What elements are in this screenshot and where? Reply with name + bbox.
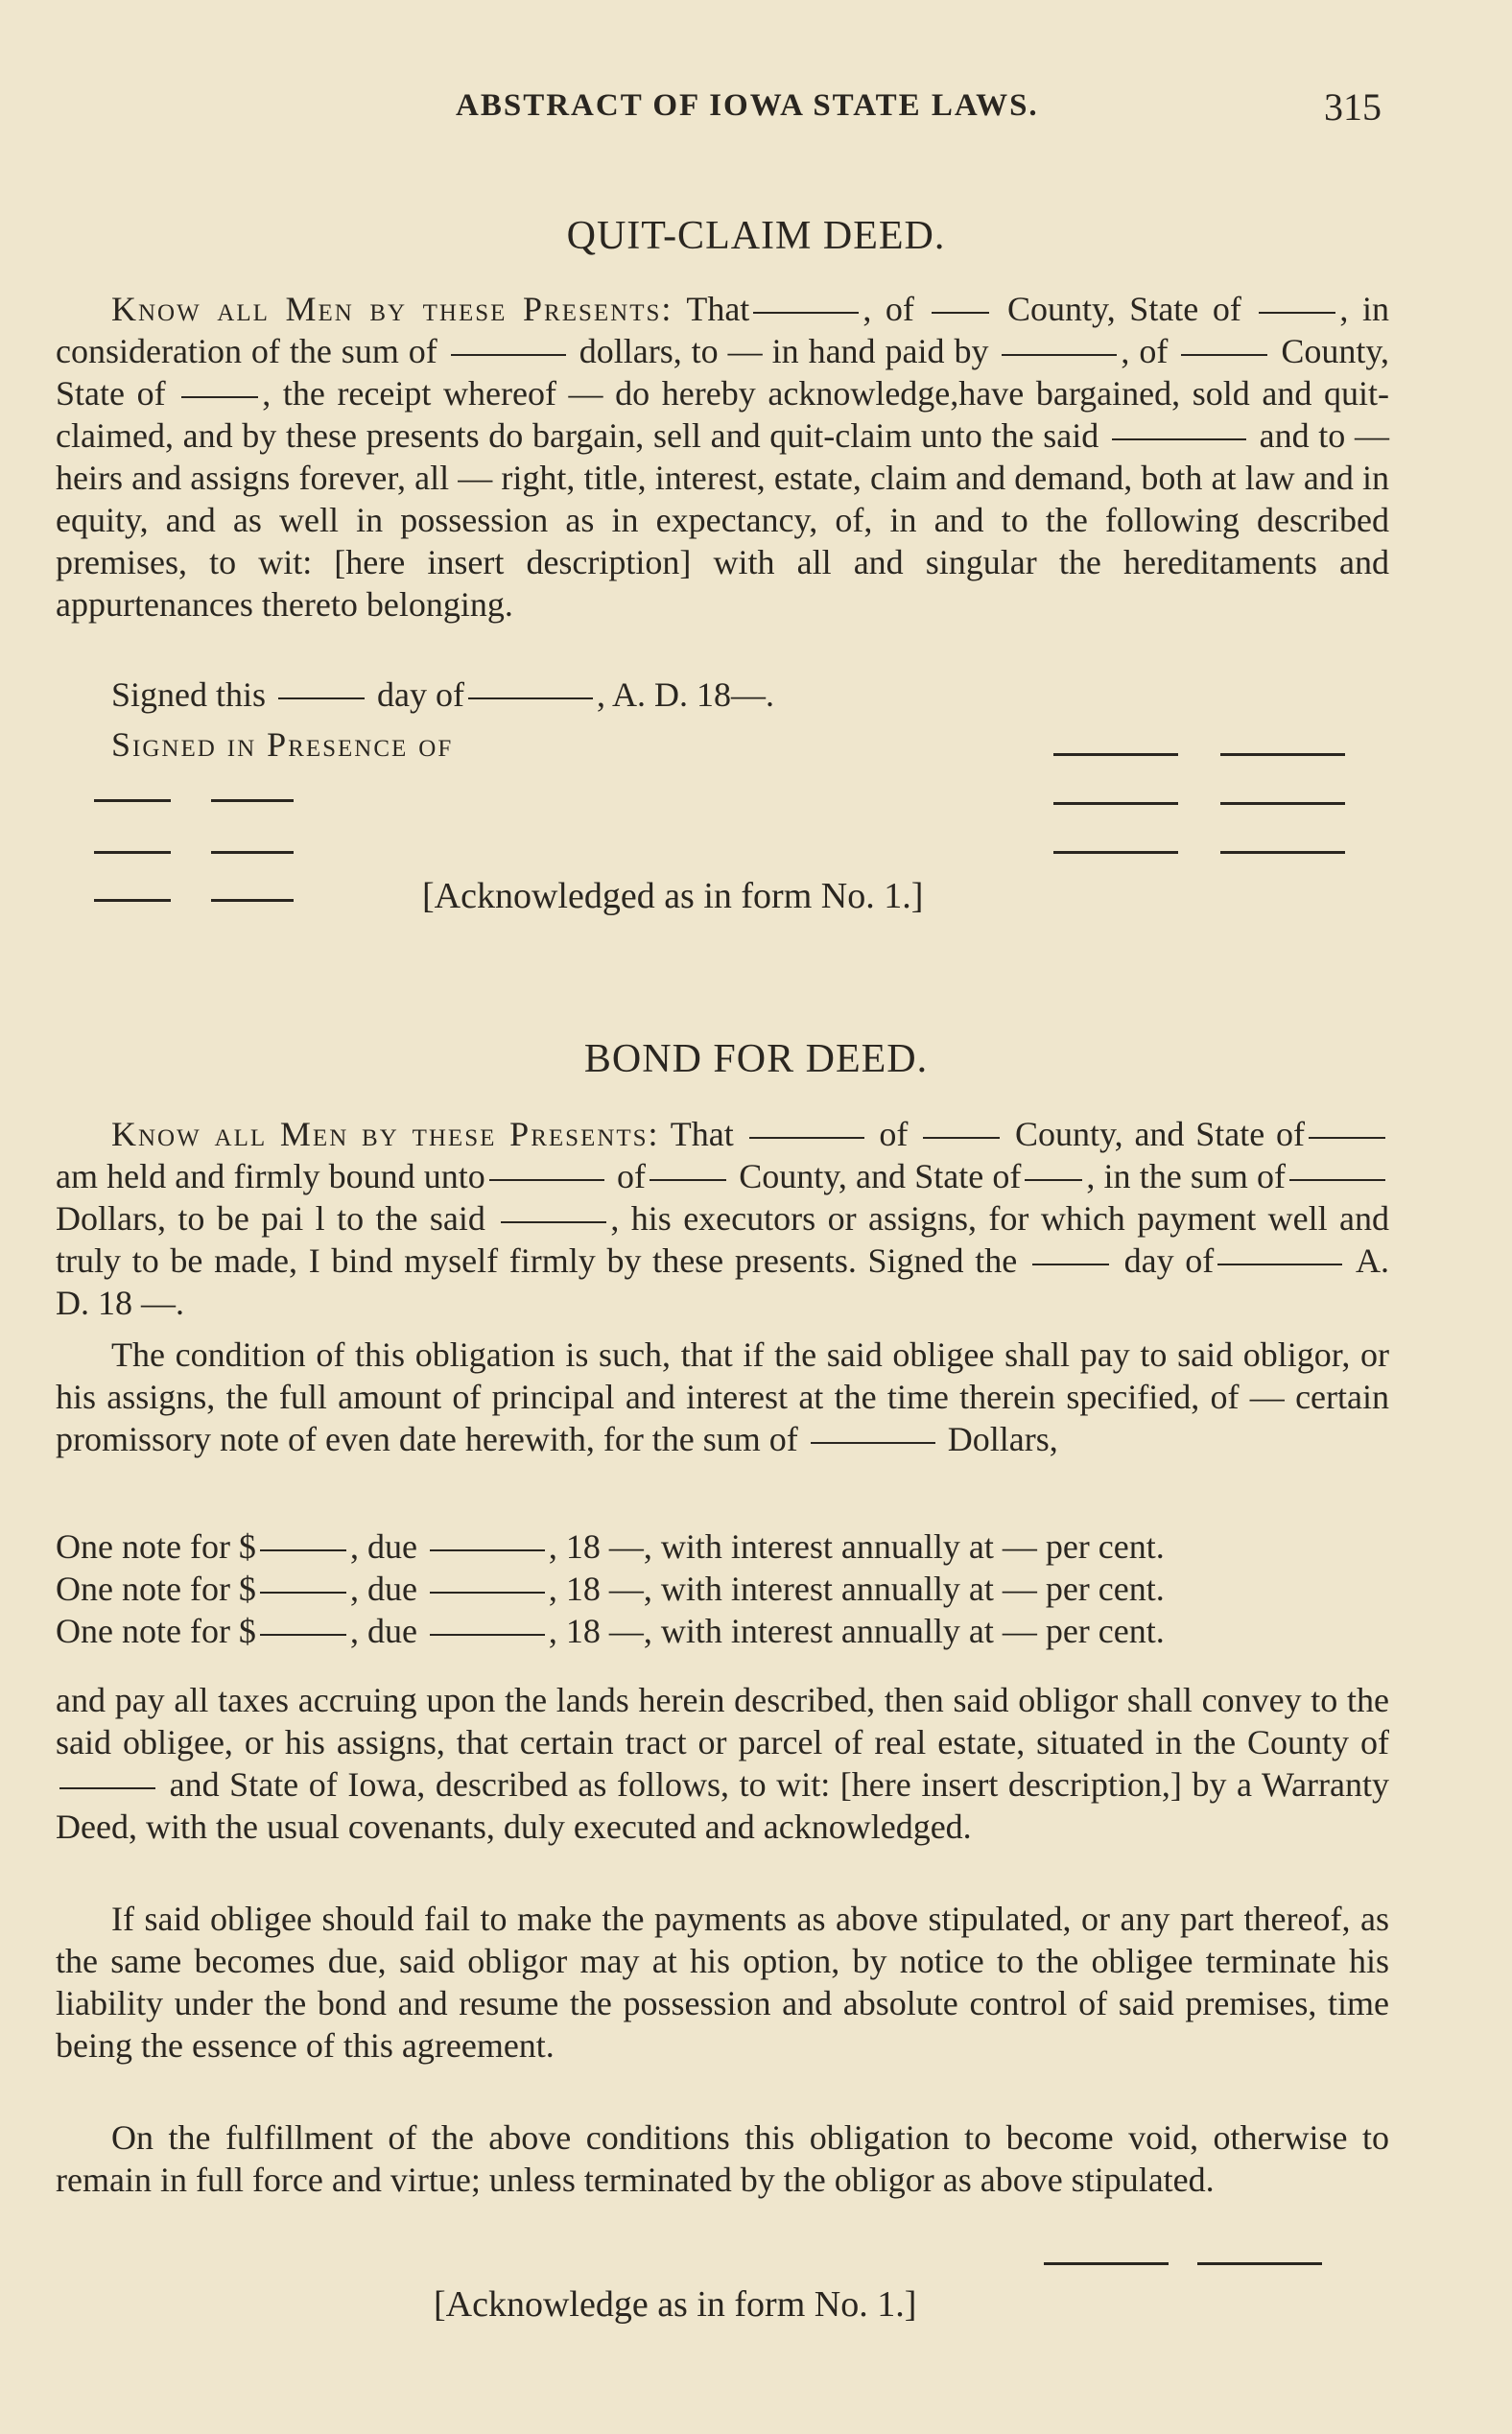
witness-line [211,799,294,802]
text: County, and State of [1014,1115,1306,1153]
page-number: 315 [1324,85,1382,129]
note-row [56,1568,1389,1610]
blank-line [468,697,593,699]
text: and pay all taxes accruing upon the lands herein described, then said obligor shall convey to the said obligee, or his assigns, that certain tract or parcel of real estate, situated in the County of [56,1681,1389,1761]
signature-line [1220,851,1345,854]
blank-line [451,354,566,356]
blank-line [430,1634,545,1636]
text: , in the sum of [1086,1157,1287,1195]
witness-line [94,799,171,802]
bond-body-3 [56,1679,1389,1848]
quitclaim-body [56,288,1389,626]
quitclaim-heading: QUIT-CLAIM DEED. [566,214,946,258]
blank-line [749,1137,864,1139]
blank-line [1289,1179,1385,1181]
text: That [686,290,750,328]
quitclaim-signed [56,673,1389,716]
blank-line [1002,354,1117,356]
signature-line [1053,851,1178,854]
signature-line [1053,802,1178,805]
text: and State of Iowa, described as follows, to wit: [here insert description,] by a Warranty Deed, with the usual covenants, duly executed and acknowledged. [56,1765,1390,1846]
text: , 18 —, with interest annually at — per cent. [548,1612,1165,1650]
text: dollars, to — in hand paid by [579,332,989,370]
text: , in consideration of the sum of [56,290,1389,370]
signature-line [1220,802,1345,805]
text: , of [862,290,914,328]
text: , due [349,1527,417,1566]
bond-body-1 [56,1113,1389,1324]
blank-line [260,1634,346,1636]
blank-line [430,1592,545,1594]
blank-line [260,1592,346,1594]
witness-line [94,851,171,854]
blank-line [260,1549,346,1551]
text: Dollars, to be pai l to the said [56,1199,485,1238]
text: , his executors or assigns, for which payment well and truly to be made, I bind myself firmly by these presents. Signed the [56,1199,1390,1280]
text: , A. D. 18—. [596,675,774,714]
bond-ack: [Acknowledge as in form No. 1.] [434,2284,917,2325]
signature-line [1197,2262,1322,2265]
text: County, and State of [739,1157,1022,1195]
quitclaim-ack: [Acknowledged as in form No. 1.] [422,876,924,916]
bond-body-2 [56,1334,1389,1460]
text: , due [349,1570,417,1608]
text: One note for $ [56,1527,256,1566]
text: day of [1123,1241,1215,1280]
text: A. D. 18 —. [56,1241,1390,1322]
quitclaim-lead: Know all Men by these Presents: [111,290,673,328]
signature-line [1220,753,1345,756]
blank-line [811,1442,935,1444]
blank-line [650,1179,726,1181]
running-header [0,83,1512,130]
text: of [879,1115,909,1153]
signed-in-presence: Signed in Presence of [111,725,454,764]
blank-line [1309,1137,1385,1139]
text: , the receipt whereof — do hereby acknowledge,have bargained, sold and quit-claimed, and by these presents do bargain, sell and quit-claim unto the said [56,374,1389,455]
blank-line [59,1787,155,1789]
witness-line [94,899,171,902]
text: County, State of [1007,290,1241,328]
witness-line [211,899,294,902]
note-row [56,1610,1389,1652]
text: Dollars, [947,1420,1058,1458]
blank-line [181,396,258,398]
signature-line [1044,2262,1169,2265]
blank-line [1025,1179,1082,1181]
text: , 18 —, with interest annually at — per cent. [548,1570,1165,1608]
text: One note for $ [56,1570,256,1608]
text: am held and firmly bound unto [56,1157,485,1195]
text: of [617,1157,646,1195]
text: day of [377,675,464,714]
text: and to — heirs and assigns forever, all — right, title, interest, estate, claim and demand, both at law and in equity, and as well in possession as in expectancy, of, in and to the following described premises, to wit: [here insert description] with all and singular the hereditaments and appurtenances thereto belonging. [56,416,1389,624]
blank-line [489,1179,604,1181]
blank-line [278,697,365,699]
text: , 18 —, with interest annually at — per cent. [548,1527,1165,1566]
blank-line [1259,312,1335,314]
blank-line [932,312,989,314]
blank-line [1217,1264,1342,1265]
blank-line [923,1137,1000,1139]
blank-line [1112,438,1246,440]
bond-heading: BOND FOR DEED. [583,1037,929,1081]
text: , due [349,1612,417,1650]
blank-line [753,312,859,314]
text: The condition of this obligation is such, that if the said obligee shall pay to said obligor, or his assigns, the full amount of principal and interest at the time therein specified, of — certain promissory note of even date herewith, for the sum of [56,1335,1389,1458]
bond-body-4: If said obligee should fail to make the payments as above stipulated, or any part thereof, as the same becomes due, said obligor may at his option, by notice to the obligee terminate his liability under the bond and resume the possession and absolute control of said premises, time being the essence of this agreement. [56,1900,1389,2065]
text: One note for $ [56,1612,256,1650]
bond-lead: Know all Men by these Presents: [111,1115,660,1153]
witness-line [211,851,294,854]
header-title: ABSTRACT OF IOWA STATE LAWS. [456,88,1039,123]
blank-line [430,1549,545,1551]
note-row [56,1525,1389,1568]
blank-line [1032,1264,1109,1265]
signature-line [1053,753,1178,756]
text: , of [1121,332,1169,370]
text: Signed this [111,675,267,714]
text: That [670,1115,734,1153]
text: County, State of [56,332,1389,413]
bond-body-5: On the fulfillment of the above conditions this obligation to become void, otherwise to remain in full force and virtue; unless terminated by the obligor as above stipulated. [56,2118,1389,2199]
blank-line [1181,354,1267,356]
blank-line [501,1221,606,1223]
